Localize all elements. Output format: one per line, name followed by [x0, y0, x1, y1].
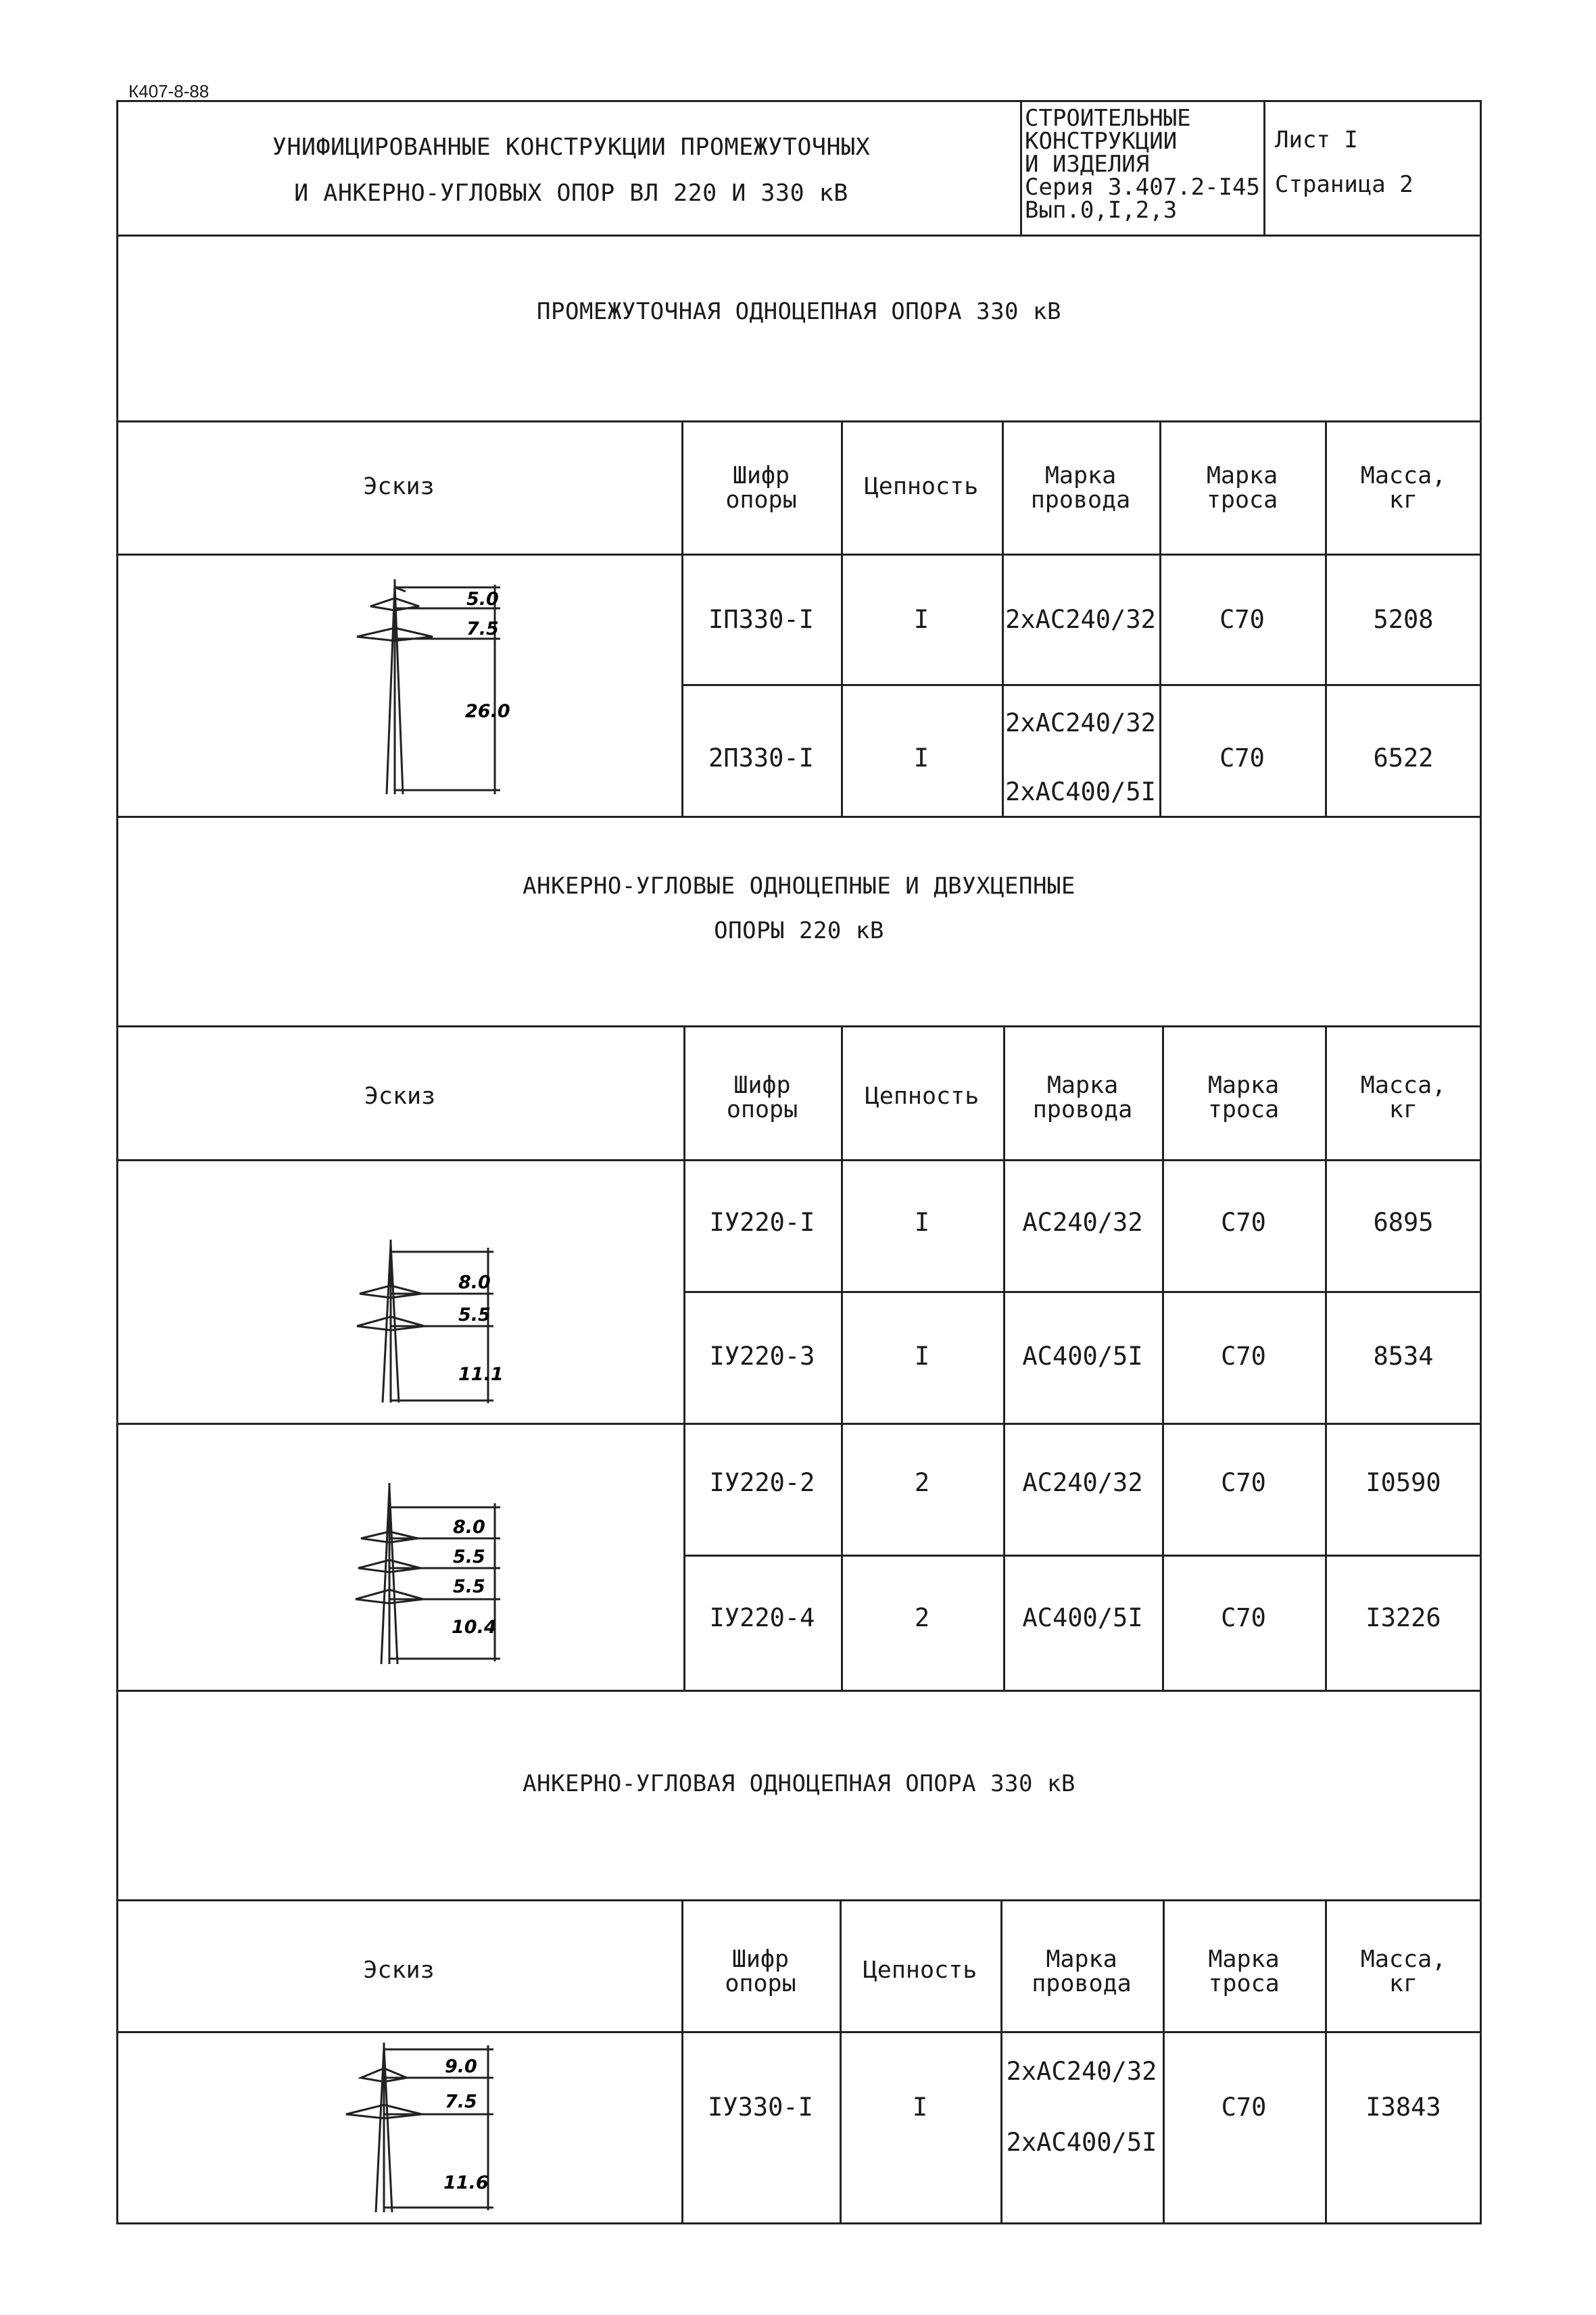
sheet-number: Лист I: [1275, 126, 1358, 153]
row-code: IУ220-2: [709, 1468, 815, 1497]
column-header-wire: [1002, 464, 1159, 512]
label: Марка: [1044, 462, 1117, 489]
column-header-cable: [1159, 464, 1325, 512]
column-header-mass: [1325, 464, 1482, 512]
row-cable: С70: [1221, 1208, 1266, 1237]
divider: [1020, 100, 1022, 235]
column-header-circuits: Цепность: [865, 1083, 980, 1110]
section-title-line: ПРОМЕЖУТОЧНАЯ ОДНОЦЕПНАЯ ОПОРА 330 кВ: [537, 298, 1061, 325]
column-header-circuits: Цепность: [864, 473, 979, 500]
stamp-line: КОНСТРУКЦИИ: [1025, 128, 1178, 155]
dimension-label: 8.0: [453, 1517, 485, 1538]
label: Шифр: [733, 1072, 791, 1099]
column-header-wire: [1000, 1947, 1163, 1996]
column-header-cable: [1163, 1947, 1325, 1996]
row-circuits: I: [913, 744, 929, 773]
row-cable: С70: [1221, 1468, 1266, 1497]
label: кг: [1388, 1970, 1418, 1997]
dimension-label: 7.5: [466, 618, 499, 639]
divider: [1263, 100, 1265, 235]
row-mass: I0590: [1365, 1468, 1441, 1497]
column-header-cable: [1162, 1073, 1325, 1122]
row-cable: С70: [1221, 2093, 1267, 2122]
column-header-sketch: Эскиз: [364, 1083, 436, 1110]
section-title: [116, 289, 1482, 334]
label: троса: [1208, 1970, 1280, 1997]
row-code: IУ220-3: [709, 1342, 815, 1371]
row-mass: I3843: [1365, 2093, 1441, 2122]
series-stamp: [1025, 107, 1261, 222]
dimension-label: 7.5: [445, 2091, 477, 2112]
label: троса: [1206, 487, 1278, 514]
row-wire: 2хАС240/32: [1005, 605, 1156, 634]
row-wire: 2хАС240/32: [1006, 2057, 1157, 2086]
row-cable: С70: [1219, 605, 1265, 634]
row-code: IУ220-I: [709, 1208, 815, 1237]
divider: [116, 1423, 1482, 1425]
row-cable: С70: [1221, 1603, 1266, 1632]
row-wire: 2хАС400/5I: [1006, 2128, 1157, 2157]
column-header-wire: [1003, 1073, 1162, 1122]
divider: [116, 554, 1482, 556]
row-wire: АС240/32: [1022, 1208, 1143, 1237]
divider: [116, 235, 1482, 237]
section-title-line: ОПОРЫ 220 кВ: [714, 917, 884, 944]
label: провода: [1032, 1096, 1133, 1123]
section-title: [116, 1761, 1482, 1806]
section-title-line: АНКЕРНО-УГЛОВЫЕ ОДНОЦЕПНЫЕ И ДВУХЦЕПНЫЕ: [523, 873, 1075, 900]
column-header-mass: [1325, 1073, 1482, 1122]
row-circuits: I: [912, 2093, 928, 2122]
divider: [116, 420, 1482, 422]
header-title-line1: УНИФИЦИРОВАННЫЕ КОНСТРУКЦИИ ПРОМЕЖУТОЧНЫХ: [272, 134, 871, 161]
label: опоры: [725, 487, 797, 514]
stamp-line: СТРОИТЕЛЬНЫЕ: [1025, 105, 1191, 132]
dimension-label: 9.0: [445, 2056, 477, 2077]
section-title-line: АНКЕРНО-УГЛОВАЯ ОДНОЦЕПНАЯ ОПОРА 330 кВ: [523, 1770, 1075, 1797]
label: Марка: [1206, 462, 1278, 489]
label: Марка: [1207, 1072, 1280, 1099]
label: кг: [1388, 1096, 1418, 1123]
label: Масса,: [1360, 1072, 1447, 1099]
row-cable: С70: [1221, 1342, 1266, 1371]
label: троса: [1207, 1096, 1280, 1123]
dimension-label: 5.0: [466, 589, 499, 610]
divider: [684, 1555, 1482, 1557]
row-code: IП330-I: [708, 605, 814, 634]
divider: [116, 1159, 1482, 1161]
column-header-code: [681, 1947, 840, 1996]
row-mass: 8534: [1373, 1342, 1434, 1371]
divider: [682, 684, 1482, 686]
column-header-sketch: Эскиз: [363, 473, 435, 500]
row-circuits: I: [913, 605, 929, 634]
header-title-line2: И АНКЕРНО-УГЛОВЫХ ОПОР ВЛ 220 И 330 кВ: [294, 180, 848, 207]
row-wire: АС400/5I: [1022, 1342, 1143, 1371]
tower-sketch: [331, 2040, 534, 2219]
dimension-label: 10.4: [452, 1617, 497, 1638]
divider: [116, 2031, 1482, 2033]
section-title: [116, 864, 1482, 953]
header-title: [135, 124, 1007, 216]
tower-sketch: [338, 1237, 541, 1413]
page-frame: [116, 100, 1482, 2224]
tower-sketch: [338, 571, 541, 801]
stamp-line: И ИЗДЕЛИЯ: [1025, 151, 1150, 178]
dimension-label: 11.1: [458, 1364, 504, 1385]
row-wire: АС240/32: [1022, 1468, 1143, 1497]
divider: [116, 1690, 1482, 1692]
label: опоры: [725, 1970, 796, 1997]
column-header-sketch: Эскиз: [363, 1957, 435, 1984]
label: провода: [1032, 1970, 1132, 1997]
divider: [116, 1899, 1482, 1901]
row-mass: 6522: [1373, 744, 1434, 773]
dimension-label: 11.6: [443, 2172, 489, 2193]
dimension-label: 8.0: [458, 1272, 491, 1293]
row-code: IУ330-I: [708, 2093, 813, 2122]
dimension-label: 5.5: [453, 1576, 485, 1597]
dimension-label: 26.0: [465, 701, 510, 722]
label: Марка: [1046, 1946, 1117, 1973]
label: провода: [1030, 487, 1131, 514]
column-header-code: [681, 464, 841, 512]
stamp-line: Серия 3.407.2-I45: [1025, 174, 1260, 201]
document-code: К407-8-88: [128, 81, 210, 101]
row-code: 2П330-I: [708, 744, 814, 773]
row-mass: 5208: [1373, 605, 1434, 634]
row-mass: I3226: [1365, 1603, 1441, 1632]
row-wire: 2хАС400/5I: [1005, 777, 1156, 806]
divider: [116, 1025, 1482, 1027]
label: Марка: [1208, 1946, 1280, 1973]
column-header-mass: [1325, 1947, 1482, 1996]
page-number: Страница 2: [1275, 171, 1413, 198]
label: Шифр: [731, 1946, 790, 1973]
label: опоры: [726, 1096, 798, 1123]
row-cable: С70: [1219, 744, 1265, 773]
row-wire: АС400/5I: [1022, 1603, 1143, 1632]
row-circuits: 2: [914, 1468, 930, 1497]
divider: [116, 816, 1482, 818]
label: кг: [1388, 487, 1418, 514]
label: Шифр: [732, 462, 790, 489]
row-mass: 6895: [1373, 1208, 1434, 1237]
dimension-label: 5.5: [458, 1305, 491, 1325]
column-header-circuits: Цепность: [863, 1957, 977, 1984]
dimension-label: 5.5: [453, 1546, 485, 1567]
label: Масса,: [1360, 1946, 1447, 1973]
divider: [840, 1899, 842, 2224]
label: Масса,: [1360, 462, 1447, 489]
tower-sketch: [338, 1480, 541, 1670]
row-circuits: I: [914, 1342, 930, 1371]
column-header-code: [683, 1073, 841, 1122]
row-circuits: I: [914, 1208, 930, 1237]
divider: [684, 1291, 1482, 1293]
row-wire: 2хАС240/32: [1005, 708, 1156, 737]
label: Марка: [1046, 1072, 1119, 1099]
row-code: IУ220-4: [709, 1603, 815, 1632]
row-circuits: 2: [914, 1603, 930, 1632]
stamp-line: Вып.0,I,2,3: [1025, 197, 1178, 224]
